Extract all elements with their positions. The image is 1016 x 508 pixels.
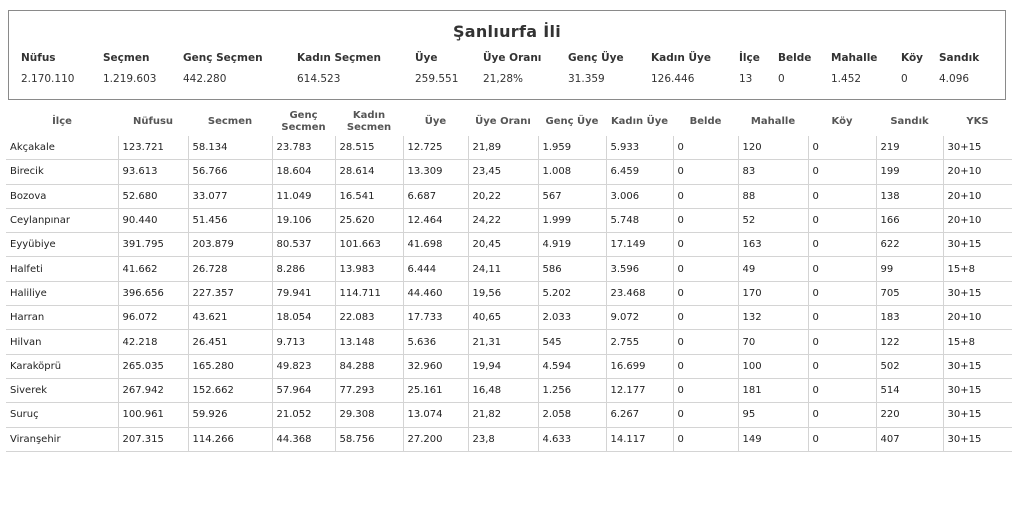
cell-uye: 44.460 xyxy=(403,281,468,305)
summary-value-genc-secmen: 442.280 xyxy=(183,73,227,85)
cell-genc-secmen: 19.106 xyxy=(272,208,335,232)
summary-label-genc-uye: Genç Üye xyxy=(568,52,624,64)
summary-label-sandik: Sandık xyxy=(939,52,980,64)
cell-sandik: 514 xyxy=(876,378,943,402)
cell-mahalle: 52 xyxy=(738,208,808,232)
cell-yks: 30+15 xyxy=(943,233,1012,257)
table-row xyxy=(6,403,1012,427)
cell-ilce: Eyyübiye xyxy=(6,233,118,257)
cell-uye: 6.687 xyxy=(403,184,468,208)
cell-kadin-secmen: 58.756 xyxy=(335,427,403,451)
header-kadin-uye: Kadın Üye xyxy=(610,116,669,127)
header-genc-secmen: Genç Secmen xyxy=(281,110,326,133)
cell-secmen: 59.926 xyxy=(188,403,272,427)
cell-secmen: 56.766 xyxy=(188,160,272,184)
cell-nufusu: 93.613 xyxy=(118,160,188,184)
cell-uye-orani: 21,82 xyxy=(468,403,538,427)
cell-yks: 30+15 xyxy=(943,427,1012,451)
table-row xyxy=(6,136,1012,160)
cell-kadin-uye: 9.072 xyxy=(606,306,673,330)
cell-belde: 0 xyxy=(673,233,738,257)
summary-label-genc-secmen: Genç Seçmen xyxy=(183,52,263,64)
cell-genc-secmen: 49.823 xyxy=(272,354,335,378)
cell-kadin-secmen: 16.541 xyxy=(335,184,403,208)
cell-sandik: 166 xyxy=(876,208,943,232)
cell-secmen: 227.357 xyxy=(188,281,272,305)
cell-ilce: Haliliye xyxy=(6,281,118,305)
cell-ilce: Viranşehir xyxy=(6,427,118,451)
cell-yks: 30+15 xyxy=(943,281,1012,305)
header-nufusu: Nüfusu xyxy=(132,116,174,127)
header-uye: Üye xyxy=(424,116,447,127)
cell-belde: 0 xyxy=(673,136,738,160)
cell-uye: 6.444 xyxy=(403,257,468,281)
cell-secmen: 203.879 xyxy=(188,233,272,257)
cell-kadin-uye: 16.699 xyxy=(606,354,673,378)
cell-ilce: Suruç xyxy=(6,403,118,427)
header-kadin-secmen: Kadın Secmen xyxy=(346,110,392,133)
cell-genc-uye: 545 xyxy=(538,330,606,354)
cell-yks: 30+15 xyxy=(943,378,1012,402)
cell-sandik: 622 xyxy=(876,233,943,257)
header-genc-uye: Genç Üye xyxy=(545,116,599,127)
cell-kadin-uye: 12.177 xyxy=(606,378,673,402)
cell-kadin-uye: 6.459 xyxy=(606,160,673,184)
header-koy: Köy xyxy=(831,116,853,127)
cell-genc-secmen: 80.537 xyxy=(272,233,335,257)
header-yks: YKS xyxy=(966,116,989,127)
cell-genc-secmen: 8.286 xyxy=(272,257,335,281)
table-row xyxy=(6,330,1012,354)
summary-value-kadin-secmen: 614.523 xyxy=(297,73,341,85)
cell-koy: 0 xyxy=(808,208,876,232)
cell-uye: 27.200 xyxy=(403,427,468,451)
cell-kadin-uye: 5.748 xyxy=(606,208,673,232)
cell-kadin-secmen: 77.293 xyxy=(335,378,403,402)
cell-nufusu: 265.035 xyxy=(118,354,188,378)
cell-koy: 0 xyxy=(808,330,876,354)
header-belde: Belde xyxy=(689,116,722,127)
cell-secmen: 114.266 xyxy=(188,427,272,451)
cell-uye: 13.074 xyxy=(403,403,468,427)
cell-koy: 0 xyxy=(808,136,876,160)
cell-koy: 0 xyxy=(808,160,876,184)
cell-mahalle: 100 xyxy=(738,354,808,378)
cell-kadin-secmen: 84.288 xyxy=(335,354,403,378)
cell-uye-orani: 21,89 xyxy=(468,136,538,160)
header-ilce: İlçe xyxy=(52,116,72,127)
cell-kadin-secmen: 28.515 xyxy=(335,136,403,160)
cell-kadin-secmen: 13.983 xyxy=(335,257,403,281)
cell-mahalle: 163 xyxy=(738,233,808,257)
cell-uye: 12.725 xyxy=(403,136,468,160)
cell-uye-orani: 16,48 xyxy=(468,378,538,402)
cell-kadin-uye: 3.006 xyxy=(606,184,673,208)
cell-yks: 30+15 xyxy=(943,403,1012,427)
cell-koy: 0 xyxy=(808,403,876,427)
cell-genc-uye: 1.256 xyxy=(538,378,606,402)
cell-uye-orani: 24,11 xyxy=(468,257,538,281)
table-row xyxy=(6,233,1012,257)
cell-secmen: 43.621 xyxy=(188,306,272,330)
summary-label-secmen: Seçmen xyxy=(103,52,150,64)
cell-belde: 0 xyxy=(673,160,738,184)
cell-kadin-uye: 17.149 xyxy=(606,233,673,257)
summary-value-kadin-uye: 126.446 xyxy=(651,73,695,85)
summary-value-nufus: 2.170.110 xyxy=(21,73,75,85)
cell-koy: 0 xyxy=(808,354,876,378)
cell-mahalle: 95 xyxy=(738,403,808,427)
summary-label-ilce: İlçe xyxy=(739,52,760,64)
summary-value-koy: 0 xyxy=(901,73,908,85)
cell-uye-orani: 20,45 xyxy=(468,233,538,257)
summary-value-belde: 0 xyxy=(778,73,785,85)
header-mahalle: Mahalle xyxy=(750,116,796,127)
cell-sandik: 705 xyxy=(876,281,943,305)
table-header-row xyxy=(6,108,1012,136)
cell-belde: 0 xyxy=(673,257,738,281)
table-row xyxy=(6,160,1012,184)
table-body xyxy=(6,136,1012,451)
cell-genc-secmen: 21.052 xyxy=(272,403,335,427)
table-row xyxy=(6,378,1012,402)
cell-ilce: Birecik xyxy=(6,160,118,184)
cell-secmen: 165.280 xyxy=(188,354,272,378)
summary-label-belde: Belde xyxy=(778,52,812,64)
cell-kadin-secmen: 114.711 xyxy=(335,281,403,305)
summary-label-kadin-uye: Kadın Üye xyxy=(651,52,711,64)
cell-mahalle: 120 xyxy=(738,136,808,160)
cell-ilce: Halfeti xyxy=(6,257,118,281)
cell-genc-uye: 5.202 xyxy=(538,281,606,305)
cell-yks: 30+15 xyxy=(943,136,1012,160)
summary-value-sandik: 4.096 xyxy=(939,73,970,85)
cell-ilce: Karaköprü xyxy=(6,354,118,378)
cell-nufusu: 52.680 xyxy=(118,184,188,208)
cell-ilce: Siverek xyxy=(6,378,118,402)
cell-nufusu: 100.961 xyxy=(118,403,188,427)
cell-genc-secmen: 79.941 xyxy=(272,281,335,305)
cell-mahalle: 83 xyxy=(738,160,808,184)
cell-kadin-secmen: 13.148 xyxy=(335,330,403,354)
cell-mahalle: 181 xyxy=(738,378,808,402)
summary-label-uye: Üye xyxy=(415,52,438,64)
cell-genc-uye: 1.959 xyxy=(538,136,606,160)
cell-ilce: Bozova xyxy=(6,184,118,208)
summary-label-kadin-secmen: Kadın Seçmen xyxy=(297,52,381,64)
cell-sandik: 219 xyxy=(876,136,943,160)
summary-value-uye-orani: 21,28% xyxy=(483,73,524,85)
cell-kadin-secmen: 101.663 xyxy=(335,233,403,257)
cell-koy: 0 xyxy=(808,233,876,257)
cell-uye-orani: 23,8 xyxy=(468,427,538,451)
table-row xyxy=(6,281,1012,305)
cell-uye: 32.960 xyxy=(403,354,468,378)
table-row xyxy=(6,184,1012,208)
cell-uye: 13.309 xyxy=(403,160,468,184)
cell-kadin-uye: 14.117 xyxy=(606,427,673,451)
cell-nufusu: 96.072 xyxy=(118,306,188,330)
cell-ilce: Hilvan xyxy=(6,330,118,354)
cell-uye-orani: 40,65 xyxy=(468,306,538,330)
cell-kadin-uye: 6.267 xyxy=(606,403,673,427)
cell-nufusu: 391.795 xyxy=(118,233,188,257)
cell-secmen: 26.451 xyxy=(188,330,272,354)
cell-sandik: 220 xyxy=(876,403,943,427)
cell-koy: 0 xyxy=(808,306,876,330)
cell-kadin-secmen: 29.308 xyxy=(335,403,403,427)
cell-nufusu: 396.656 xyxy=(118,281,188,305)
table-row xyxy=(6,208,1012,232)
cell-ilce: Ceylanpınar xyxy=(6,208,118,232)
cell-belde: 0 xyxy=(673,184,738,208)
cell-kadin-uye: 3.596 xyxy=(606,257,673,281)
summary-label-mahalle: Mahalle xyxy=(831,52,878,64)
cell-uye-orani: 20,22 xyxy=(468,184,538,208)
cell-yks: 20+10 xyxy=(943,184,1012,208)
cell-belde: 0 xyxy=(673,330,738,354)
table-row xyxy=(6,427,1012,451)
cell-sandik: 407 xyxy=(876,427,943,451)
cell-uye-orani: 19,56 xyxy=(468,281,538,305)
cell-mahalle: 88 xyxy=(738,184,808,208)
cell-belde: 0 xyxy=(673,427,738,451)
cell-nufusu: 41.662 xyxy=(118,257,188,281)
district-table xyxy=(6,108,1012,452)
summary-value-secmen: 1.219.603 xyxy=(103,73,157,85)
cell-koy: 0 xyxy=(808,281,876,305)
cell-koy: 0 xyxy=(808,378,876,402)
summary-label-koy: Köy xyxy=(901,52,924,64)
cell-ilce: Harran xyxy=(6,306,118,330)
cell-belde: 0 xyxy=(673,208,738,232)
cell-genc-uye: 4.633 xyxy=(538,427,606,451)
header-uye-orani: Üye Oranı xyxy=(475,116,531,127)
cell-genc-secmen: 18.054 xyxy=(272,306,335,330)
cell-kadin-uye: 23.468 xyxy=(606,281,673,305)
summary-label-uye-orani: Üye Oranı xyxy=(483,52,542,64)
cell-sandik: 502 xyxy=(876,354,943,378)
cell-secmen: 51.456 xyxy=(188,208,272,232)
cell-genc-uye: 586 xyxy=(538,257,606,281)
cell-mahalle: 132 xyxy=(738,306,808,330)
table-row xyxy=(6,257,1012,281)
cell-uye: 12.464 xyxy=(403,208,468,232)
cell-sandik: 99 xyxy=(876,257,943,281)
cell-kadin-uye: 2.755 xyxy=(606,330,673,354)
cell-yks: 30+15 xyxy=(943,354,1012,378)
cell-mahalle: 70 xyxy=(738,330,808,354)
cell-genc-uye: 4.919 xyxy=(538,233,606,257)
summary-label-nufus: Nüfus xyxy=(21,52,56,64)
cell-nufusu: 267.942 xyxy=(118,378,188,402)
cell-genc-uye: 1.008 xyxy=(538,160,606,184)
cell-yks: 15+8 xyxy=(943,330,1012,354)
cell-sandik: 122 xyxy=(876,330,943,354)
cell-sandik: 183 xyxy=(876,306,943,330)
cell-kadin-secmen: 28.614 xyxy=(335,160,403,184)
cell-ilce: Akçakale xyxy=(6,136,118,160)
cell-genc-secmen: 18.604 xyxy=(272,160,335,184)
cell-belde: 0 xyxy=(673,403,738,427)
cell-secmen: 58.134 xyxy=(188,136,272,160)
cell-yks: 20+10 xyxy=(943,160,1012,184)
cell-kadin-secmen: 22.083 xyxy=(335,306,403,330)
province-title: Şanlıurfa İli xyxy=(452,22,562,41)
cell-uye: 41.698 xyxy=(403,233,468,257)
cell-uye-orani: 23,45 xyxy=(468,160,538,184)
cell-kadin-uye: 5.933 xyxy=(606,136,673,160)
cell-uye-orani: 24,22 xyxy=(468,208,538,232)
table-row xyxy=(6,354,1012,378)
table-row xyxy=(6,306,1012,330)
cell-yks: 20+10 xyxy=(943,306,1012,330)
cell-secmen: 26.728 xyxy=(188,257,272,281)
cell-nufusu: 90.440 xyxy=(118,208,188,232)
cell-mahalle: 49 xyxy=(738,257,808,281)
cell-genc-uye: 567 xyxy=(538,184,606,208)
cell-koy: 0 xyxy=(808,257,876,281)
summary-value-uye: 259.551 xyxy=(415,73,459,85)
cell-yks: 20+10 xyxy=(943,208,1012,232)
header-sandik: Sandık xyxy=(890,116,929,127)
cell-koy: 0 xyxy=(808,427,876,451)
cell-nufusu: 207.315 xyxy=(118,427,188,451)
cell-genc-uye: 4.594 xyxy=(538,354,606,378)
cell-belde: 0 xyxy=(673,354,738,378)
cell-nufusu: 123.721 xyxy=(118,136,188,160)
cell-sandik: 138 xyxy=(876,184,943,208)
summary-value-ilce: 13 xyxy=(739,73,753,85)
cell-genc-secmen: 11.049 xyxy=(272,184,335,208)
cell-koy: 0 xyxy=(808,184,876,208)
cell-uye-orani: 21,31 xyxy=(468,330,538,354)
cell-secmen: 152.662 xyxy=(188,378,272,402)
summary-value-mahalle: 1.452 xyxy=(831,73,862,85)
cell-uye: 5.636 xyxy=(403,330,468,354)
cell-uye-orani: 19,94 xyxy=(468,354,538,378)
cell-genc-uye: 1.999 xyxy=(538,208,606,232)
header-secmen: Secmen xyxy=(207,116,253,127)
cell-mahalle: 170 xyxy=(738,281,808,305)
cell-genc-secmen: 9.713 xyxy=(272,330,335,354)
cell-genc-secmen: 44.368 xyxy=(272,427,335,451)
cell-nufusu: 42.218 xyxy=(118,330,188,354)
cell-uye: 17.733 xyxy=(403,306,468,330)
cell-kadin-secmen: 25.620 xyxy=(335,208,403,232)
cell-genc-uye: 2.033 xyxy=(538,306,606,330)
cell-genc-secmen: 23.783 xyxy=(272,136,335,160)
cell-mahalle: 149 xyxy=(738,427,808,451)
cell-belde: 0 xyxy=(673,281,738,305)
cell-belde: 0 xyxy=(673,378,738,402)
cell-genc-uye: 2.058 xyxy=(538,403,606,427)
cell-sandik: 199 xyxy=(876,160,943,184)
summary-value-genc-uye: 31.359 xyxy=(568,73,605,85)
province-summary-panel xyxy=(8,10,1006,100)
cell-yks: 15+8 xyxy=(943,257,1012,281)
cell-genc-secmen: 57.964 xyxy=(272,378,335,402)
cell-secmen: 33.077 xyxy=(188,184,272,208)
cell-belde: 0 xyxy=(673,306,738,330)
cell-uye: 25.161 xyxy=(403,378,468,402)
